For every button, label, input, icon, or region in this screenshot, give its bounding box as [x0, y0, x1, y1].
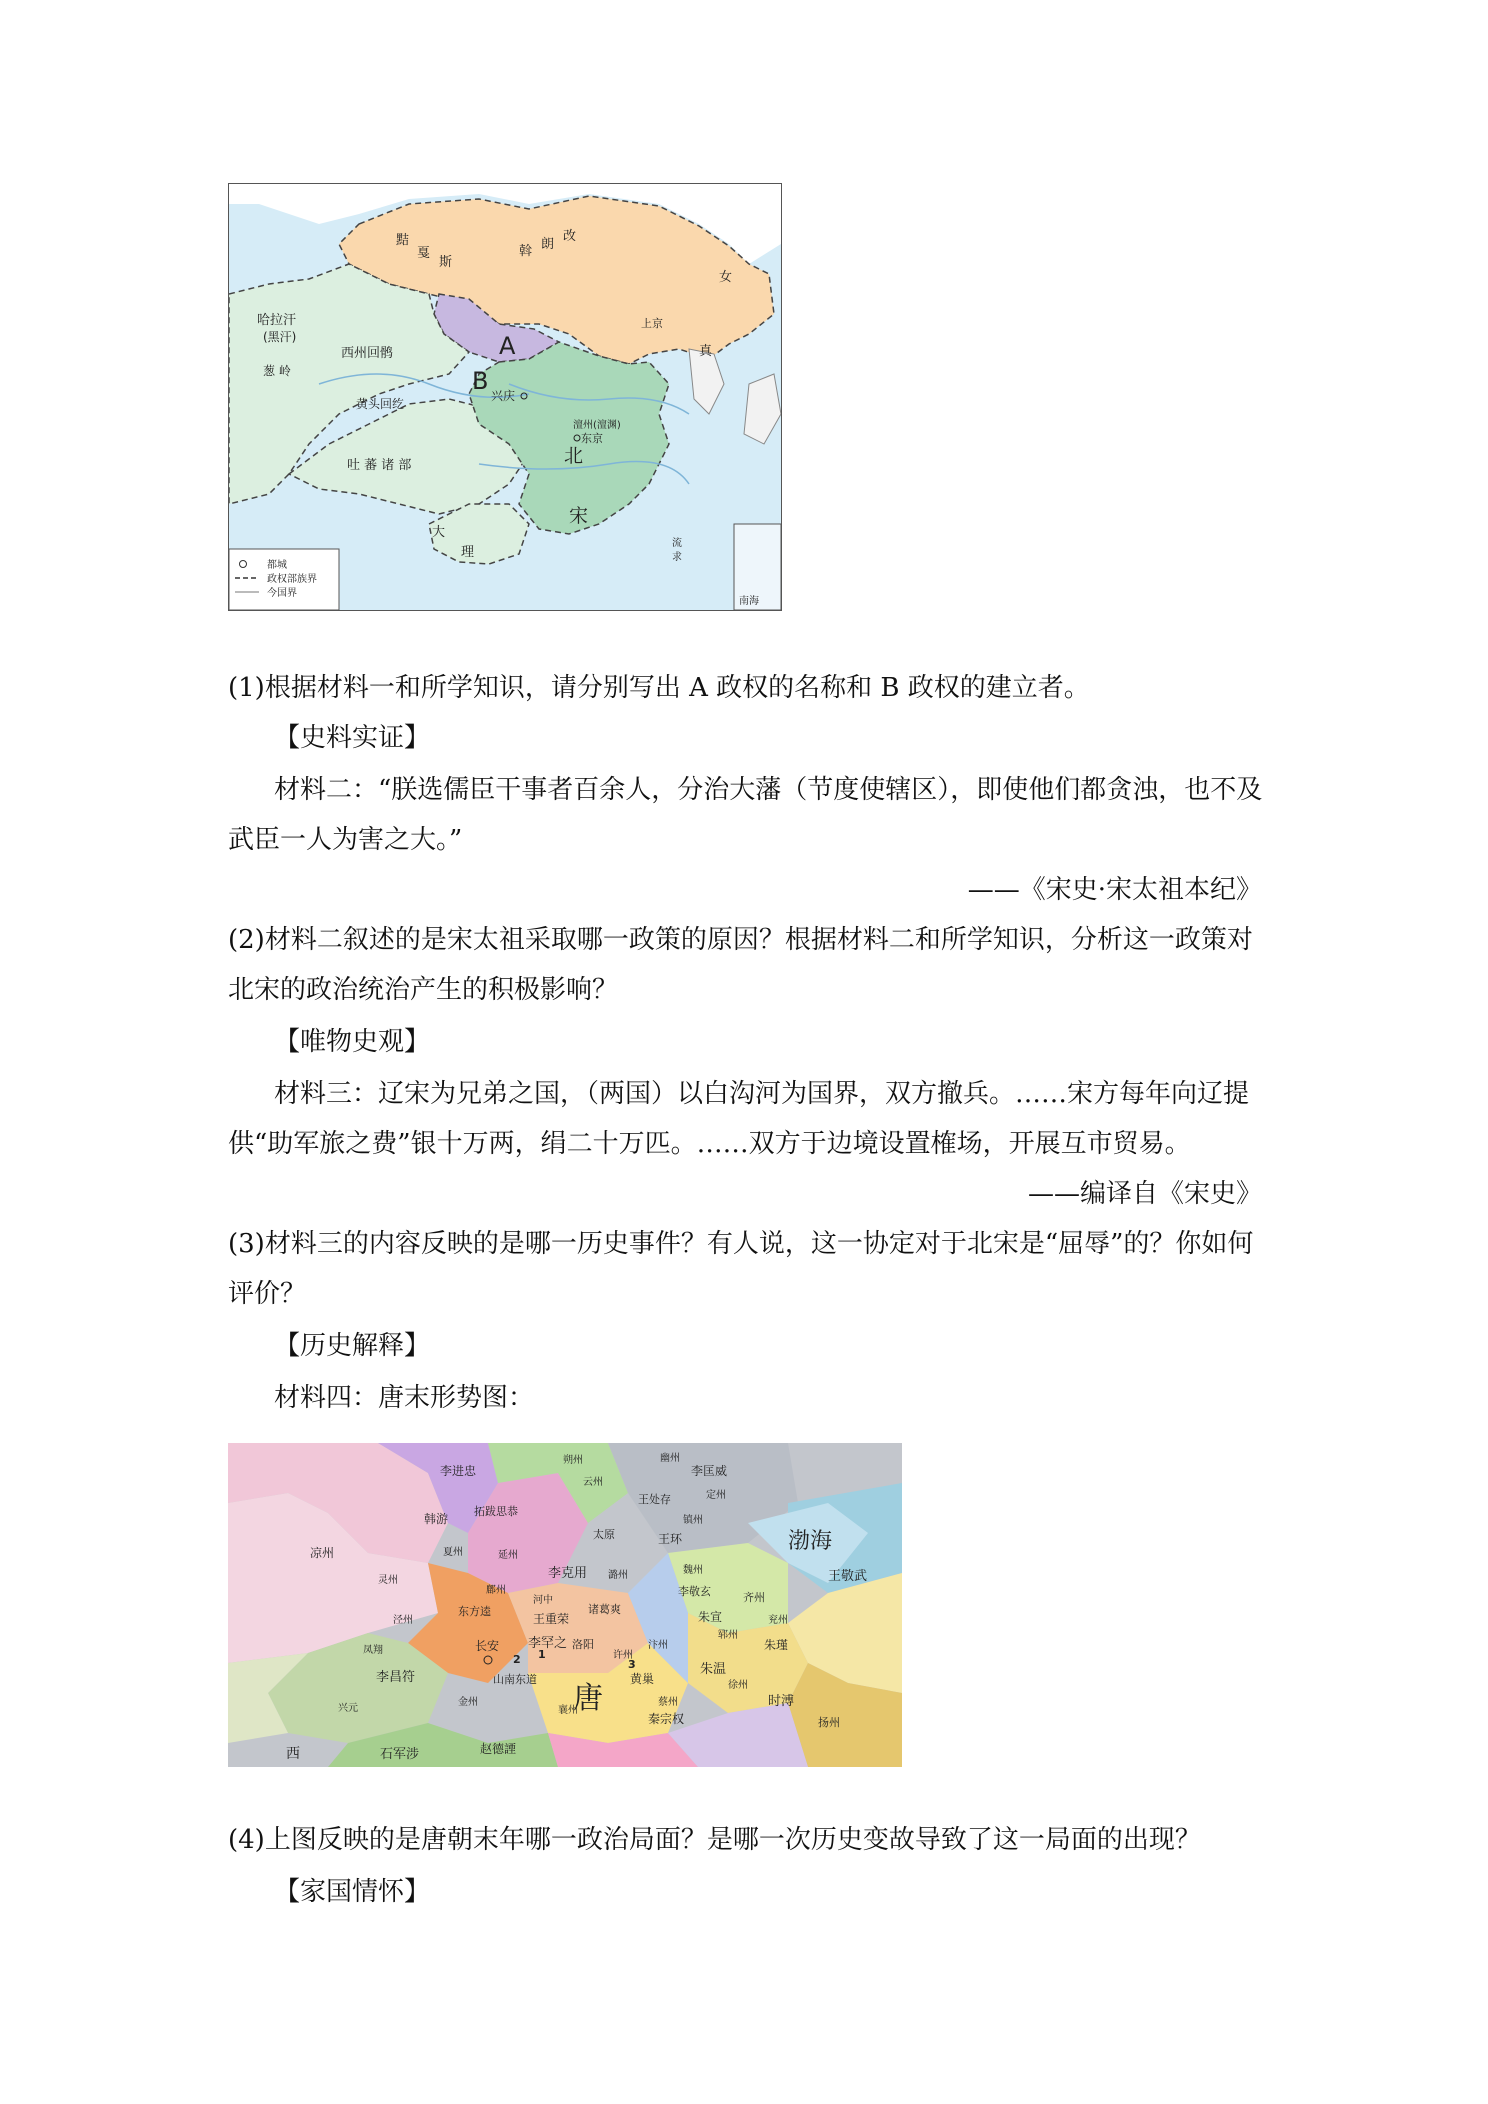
material-2-line-1: 材料二：“朕选儒臣干事者百余人，分治大藩（节度使辖区），即使他们都贪浊，也不及: [274, 775, 1263, 805]
material-3-line-1: 材料三：辽宋为兄弟之国，（两国）以白沟河为国界，双方撤兵。……宋方每年向辽提: [274, 1079, 1250, 1109]
material-4: 材料四：唐末形势图：: [274, 1383, 535, 1413]
map2-label-fuzhou: 鄜州: [486, 1585, 506, 1596]
map2-label-zhaodeyin: 赵德諲: [480, 1742, 517, 1756]
map2-label-yanzhou: 延州: [498, 1550, 518, 1561]
map2-label-zhuwen: 朱温: [700, 1662, 727, 1677]
late-tang-map: [228, 1443, 902, 1767]
map2-label-luoyang: 洛阳: [572, 1638, 594, 1651]
map2-label-qizhou: 齐州: [743, 1591, 765, 1604]
map1-label-nvzhen-1: 女: [719, 270, 733, 285]
heading-jiaguo: 【家国情怀】: [274, 1877, 431, 1907]
map2-label-lijinzhong: 李进忠: [440, 1464, 477, 1478]
material-2-line-2: 武臣一人为害之大。”: [228, 825, 463, 855]
map2-label-tuoba: 拓跋思恭: [474, 1505, 518, 1518]
map2-label-fengxiang: 凤翔: [363, 1645, 383, 1656]
map2-label-shipu: 时溥: [768, 1694, 795, 1709]
map1-label-xingqing: 兴庆: [491, 389, 516, 403]
map2-label-zhujin: 朱瑾: [764, 1638, 789, 1652]
map2-label-youzhou: 幽州: [660, 1453, 680, 1464]
map2-label-liangzhou: 凉州: [310, 1546, 335, 1560]
map1-label-liuqiu-2: 求: [672, 552, 682, 563]
map2-label-zhuxuan: 朱宣: [698, 1610, 723, 1624]
map-late-tang-drawing: [228, 1443, 902, 1767]
map2-label-2: 2: [513, 1653, 521, 1666]
map2-label-zhuge: 诸葛爽: [588, 1603, 621, 1616]
map1-label-ganlanggai-2: 朗: [541, 237, 555, 252]
heading-jieshi: 【历史解释】: [274, 1331, 431, 1361]
map2-label-bianzhou: 汴州: [648, 1640, 668, 1651]
map2-label-likeyong: 李克用: [548, 1566, 588, 1581]
map2-label-changan: 长安: [475, 1639, 500, 1653]
question-4: (4)上图反映的是唐朝末年哪一政治局面？是哪一次历史变故导致了这一局面的出现？: [228, 1825, 1201, 1855]
map2-label-wangjingwu: 王敬武: [828, 1569, 868, 1584]
map2-label-yangzhou: 扬州: [818, 1716, 840, 1729]
map1-label-beisong-2: 宋: [569, 505, 589, 527]
map2-label-luzhou: 潞州: [608, 1570, 628, 1581]
map1-label-jiaxiasi-1: 黠: [396, 233, 410, 248]
map2-label-weizhou: 魏州: [683, 1565, 703, 1576]
map2-label-xiazhou: 夏州: [443, 1547, 463, 1558]
map2-label-xi: 西: [286, 1746, 300, 1762]
map1-label-shangjing: 上京: [641, 317, 663, 330]
map1-label-heihan: (黑汗): [263, 330, 297, 344]
map2-label-1: 1: [538, 1648, 546, 1661]
map2-label-xiangzhou: 襄州: [558, 1705, 578, 1716]
map2-label-shijunshe: 石军涉: [380, 1747, 420, 1762]
map2-label-lihanzhi: 李罕之: [528, 1636, 568, 1651]
material-3-source: ——编译自《宋史》: [1027, 1179, 1262, 1209]
map1-label-liuqiu-1: 流: [672, 538, 682, 549]
map1-label-nanhai: 南海: [739, 596, 759, 607]
map2-label-dingzhou: 定州: [706, 1490, 726, 1501]
map2-label-lijingxuan: 李敬玄: [678, 1585, 711, 1598]
map2-label-xuzhou: 徐州: [728, 1680, 748, 1691]
map2-label-zhenzhou: 镇州: [683, 1515, 703, 1526]
song-liao-xixia-map: [228, 183, 782, 611]
map1-legend-capital: 都城: [267, 560, 287, 571]
map1-label-ganlanggai-3: 改: [563, 229, 577, 244]
map1-label-nvzhen-2: 真: [699, 344, 713, 359]
map1-legend-modern-border: 今国界: [267, 588, 297, 599]
map2-label-hezhong: 河中: [533, 1595, 553, 1606]
map1-label-dali-1: 大: [432, 525, 446, 540]
map1-label-congling: 葱 岭: [263, 364, 291, 378]
map1-label-a: A: [499, 332, 516, 360]
map2-label-shuozhou: 朔州: [563, 1455, 583, 1466]
map1-label-jiaxiasi-2: 戛: [417, 246, 431, 261]
material-2-source: ——《宋史·宋太祖本纪》: [967, 875, 1262, 905]
heading-weiwu: 【唯物史观】: [274, 1027, 431, 1057]
question-2-line-1: (2)材料二叙述的是宋太祖采取哪一政策的原因？根据材料二和所学知识，分析这一政策对: [228, 925, 1253, 955]
map1-label-beisong-1: 北: [564, 445, 584, 467]
map1-label-jiaxiasi-3: 斯: [439, 255, 453, 270]
map2-label-lingzhou: 灵州: [378, 1575, 398, 1586]
map1-label-b: B: [472, 367, 489, 395]
map1-label-xizhouhuihu: 西州回鹘: [341, 346, 394, 361]
map1-label-chanzhou: 澶州(澶渊): [573, 420, 621, 431]
map2-label-shannandongdao: 山南东道: [493, 1673, 537, 1686]
map-song-era-drawing: [229, 184, 781, 610]
map1-label-tubozhubu: 吐 蕃 诸 部: [347, 458, 412, 473]
map2-label-huangchao: 黄巢: [630, 1672, 655, 1686]
map2-label-xingyuan: 兴元: [338, 1703, 358, 1714]
map2-label-3: 3: [628, 1658, 636, 1671]
map2-label-lichangfu: 李昌符: [376, 1670, 416, 1685]
map1-label-dali-2: 理: [461, 545, 475, 560]
map2-label-bohai: 渤海: [788, 1529, 833, 1554]
map1-legend-regime-border: 政权部族界: [267, 574, 317, 585]
map2-label-tang: 唐: [573, 1681, 603, 1716]
map1-label-dongjing: 东京: [581, 432, 603, 445]
map2-label-taiyuan: 太原: [593, 1528, 615, 1541]
map2-label-yunzhou2: 云州: [583, 1477, 603, 1488]
question-3-line-2: 评价？: [228, 1279, 307, 1309]
map2-label-wangzhongrong: 王重荣: [533, 1612, 570, 1626]
map2-label-hanyou: 韩游: [424, 1512, 449, 1526]
map2-label-yanzhou2: 兖州: [768, 1615, 788, 1626]
map2-label-jingzhou: 泾州: [393, 1615, 413, 1626]
map2-label-wanghuan: 王环: [658, 1532, 683, 1546]
material-3-line-2: 供“助军旅之费”银十万两，绢二十万匹。……双方于边境设置榷场，开展互市贸易。: [228, 1129, 1191, 1159]
map2-label-xuzhou2: 许州: [613, 1650, 633, 1661]
map2-label-likuangwei: 李匡威: [691, 1464, 728, 1478]
map1-label-huangtouhuihe: 黄头回纥: [356, 397, 405, 411]
question-1: (1)根据材料一和所学知识，请分别写出 A 政权的名称和 B 政权的建立者。: [228, 673, 1090, 703]
map2-label-wangchu: 王处存: [638, 1493, 671, 1506]
map2-label-yunzhou: 郓州: [718, 1630, 738, 1641]
map2-label-dongfangkui: 东方逵: [458, 1605, 491, 1618]
map1-label-halahan: 哈拉汗: [257, 313, 297, 328]
map2-label-jinzhou: 金州: [458, 1697, 478, 1708]
map2-label-qinzongquan: 秦宗权: [648, 1712, 685, 1726]
map1-label-ganlanggai-1: 斡: [519, 244, 533, 259]
heading-shiliao: 【史料实证】: [274, 723, 431, 753]
question-2-line-2: 北宋的政治统治产生的积极影响？: [228, 975, 619, 1005]
map2-label-caizhou: 蔡州: [658, 1697, 678, 1708]
question-3-line-1: (3)材料三的内容反映的是哪一历史事件？有人说，这一协定对于北宋是“屈辱”的？你如何: [228, 1229, 1254, 1259]
